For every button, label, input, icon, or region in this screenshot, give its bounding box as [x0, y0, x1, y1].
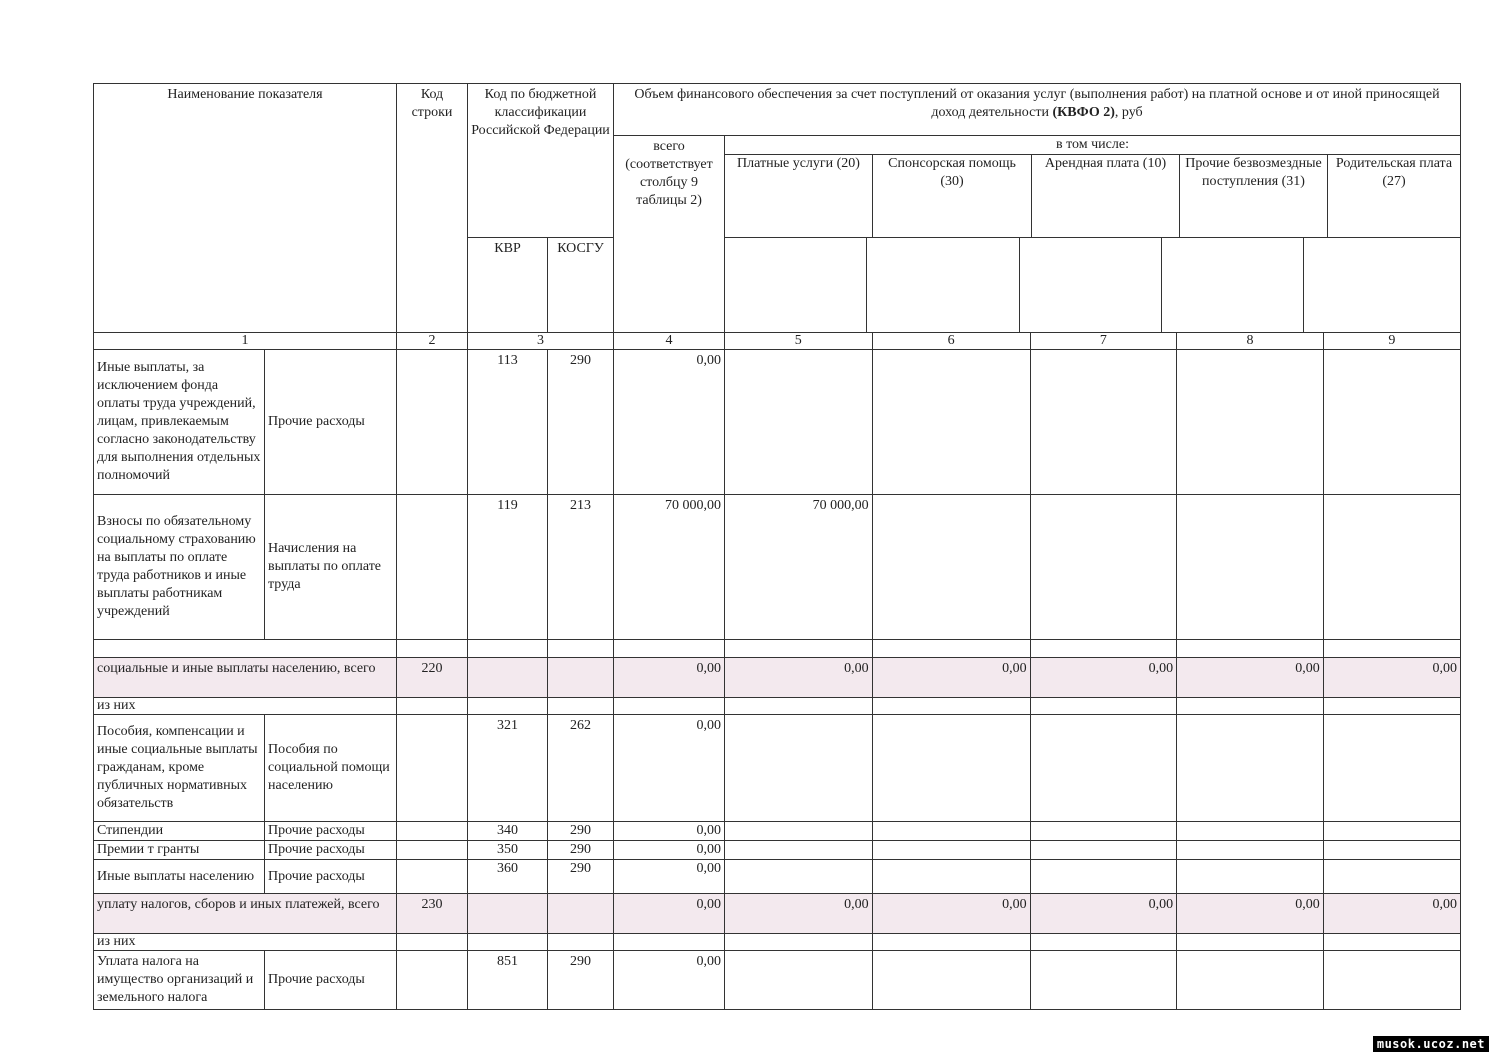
header-including: в том числе: Платные услуги (20) Спонсорская помощь (30) Арендная плата (10) Прочие безвозмездные поступления (31) Родительская плата (27) [725, 136, 1461, 238]
total-row: социальные и иные выплаты населению, всего 220 0,00 0,00 0,00 0,00 0,00 0,00 [94, 658, 1461, 698]
column-numbers-row: 1 2 3 4 5 6 7 8 9 [94, 333, 1461, 350]
table-row: Уплата налога на имущество организаций и земельного налога Прочие расходы 851 290 0,00 [94, 951, 1461, 1010]
table-row: Премии т гранты Прочие расходы 350 290 0,00 [94, 841, 1461, 860]
header-kosgu: КОСГУ [548, 238, 614, 333]
header-budget-code: Код по бюджетной классификации Российской Федерации [468, 84, 614, 238]
of-which-label: из них [94, 698, 397, 715]
table-row: Пособия, компенсации и иные социальные выплаты гражданам, кроме публичных нормативных обязательств Пособия по социальной помощи населению 321 262 0,00 [94, 715, 1461, 822]
header-volume: Объем финансового обеспечения за счет поступлений от оказания услуг (выполнения работ) на платной основе и от иной приносящей доход деятельности (КВФО 2), руб [614, 84, 1461, 136]
of-which-label: из них [94, 934, 397, 951]
header-other-free: Прочие безвозмездные поступления (31) [1180, 155, 1328, 237]
header-paid-services: Платные услуги (20) [725, 155, 873, 237]
table-row: Иные выплаты, за исключением фонда оплаты труда учреждений, лицам, привлекаемым согласно законодательству для выполнения отдельных полномочий Прочие расходы 113 290 0,00 [94, 350, 1461, 495]
watermark: musok.ucoz.net [1373, 1036, 1489, 1052]
table-row: Взносы по обязательному социальному страхованию на выплаты по оплате труда работников и иные выплаты работникам учреждений Начисления на выплаты по оплате труда 119 213 70 000,00 70 000,00 [94, 495, 1461, 640]
header-sponsorship: Спонсорская помощь (30) [873, 155, 1032, 237]
header-line-code: Код строки [397, 84, 468, 333]
table-row: Иные выплаты населению Прочие расходы 360 290 0,00 [94, 860, 1461, 894]
table-row: Стипендии Прочие расходы 340 290 0,00 [94, 822, 1461, 841]
header-parent-fee: Родительская плата (27) [1335, 156, 1453, 189]
header-rent: Арендная плата (10) [1032, 155, 1180, 237]
expense-table [93, 83, 1461, 1010]
total-row: уплату налогов, сборов и иных платежей, всего 230 0,00 0,00 0,00 0,00 0,00 0,00 [94, 894, 1461, 934]
header-kvr: КВР [468, 238, 548, 333]
header-total: всего (соответствует столбцу 9 таблицы 2) [614, 136, 725, 333]
header-name: Наименование показателя [94, 84, 397, 333]
